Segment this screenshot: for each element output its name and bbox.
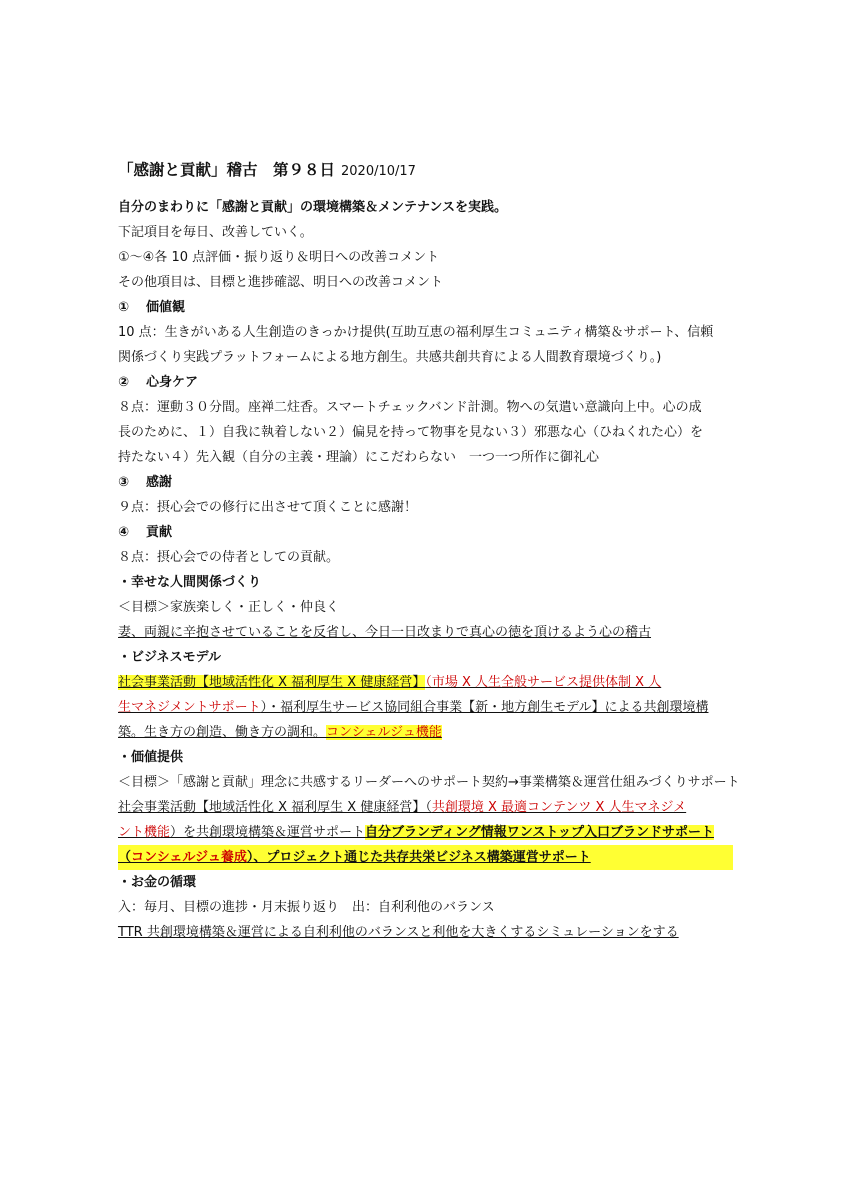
section-number: ② <box>118 375 130 390</box>
section-heading-relationships: ・幸せな人間関係づくり <box>118 575 262 590</box>
highlight-text: コンシェルジュ機能 <box>326 725 442 740</box>
body-line: 持たない４）先入観（自分の主義・理論）にこだわらない 一つ一つ所作に御礼心 <box>118 450 600 465</box>
section-heading-mind-body <box>118 370 733 395</box>
body-line: ８点：運動３０分間。座禅二炷香。スマートチェックバンド計測。物への気遣い意識向上中。心の成 <box>118 400 702 415</box>
section-heading-gratitude <box>118 470 733 495</box>
title-text: 「感謝と貢献」稽古 第９８日 <box>118 161 336 179</box>
body-line <box>118 820 733 845</box>
body-text: （ <box>118 850 132 865</box>
body-line <box>118 695 733 720</box>
highlight-text: 社会事業活動【地域活性化 X 福利厚生 X 健康経営】 <box>118 675 426 690</box>
section-heading-text: 価値観 <box>146 300 186 315</box>
page-title <box>118 158 416 180</box>
body-line: 10 点：生きがいある人生創造のきっかけ提供(互助互恵の福利厚生コミュニティ構築＆サポート、信頼 <box>118 325 714 340</box>
body-line: その他項目は、目標と進捗確認、明日への改善コメント <box>118 275 444 290</box>
section-heading-value-provision: ・価値提供 <box>118 750 184 765</box>
intro-line: 自分のまわりに「感謝と貢献」の環境構築＆メンテナンスを実践。 <box>118 200 507 215</box>
body-text: 社会事業活動【地域活性化 X 福利厚生 X 健康経営】（ <box>118 800 432 815</box>
section-heading-text: 心身ケア <box>146 375 199 390</box>
body-line: ９点：摂心会での修行に出させて頂くことに感謝！ <box>118 500 418 515</box>
body-line <box>118 845 733 870</box>
red-text: （市場 X 人生全般サービス提供体制 X 人 <box>425 675 662 690</box>
section-number: ① <box>118 300 130 315</box>
section-heading-text: 感謝 <box>146 475 173 490</box>
body-line: TTR 共創環境構築＆運営による自利利他のバランスと利他を大きくするシミュレーションをする <box>118 925 679 940</box>
red-text: 生マネジメントサポート <box>118 700 261 715</box>
section-heading-values <box>118 295 733 320</box>
section-number: ④ <box>118 525 130 540</box>
body-line <box>118 670 733 695</box>
body-line <box>118 720 733 745</box>
body-line: ＜目標＞「感謝と貢献」理念に共感するリーダーへのサポート契約→事業構築＆運営仕組みづくりサポート <box>118 775 740 790</box>
body-text: ）を共創環境構築＆運営サポート <box>170 825 366 840</box>
red-text: 共創環境 X 最適コンテンツ X 人生マネジメ <box>431 800 687 815</box>
section-number: ③ <box>118 475 130 490</box>
section-heading-money-cycle: ・お金の循環 <box>118 875 197 890</box>
body-line: 関係づくり実践プラットフォームによる地方創生。共感共創共育による人間教育環境づくり。) <box>118 350 662 365</box>
title-date: 2020/10/17 <box>341 164 416 179</box>
body-text: ）・福利厚生サービス協同組合事業【新・地方創生モデル】による共創環境構 <box>260 700 709 715</box>
body-line: ＜目標＞家族楽しく・正しく・仲良く <box>118 600 340 615</box>
red-text: ント機能 <box>118 825 171 840</box>
body-text: 築。生き方の創造、働き方の調和。 <box>118 725 327 740</box>
highlight-text: 自分ブランディング情報ワンストップ入口ブランドサポート <box>365 825 714 840</box>
body-line <box>118 795 733 820</box>
section-heading-text: 貢献 <box>146 525 173 540</box>
body-line: 妻、両親に辛抱させていることを反省し、今日一日改まりで真心の徳を頂けるよう心の稽古 <box>118 625 652 640</box>
body-line: 入：毎月、目標の進捗・月末振り返り 出：自利利他のバランス <box>118 900 495 915</box>
body-text: ）、プロジェクト通じた共存共栄ビジネス構築運営サポート <box>246 850 591 865</box>
red-text: コンシェルジュ養成 <box>131 850 247 865</box>
section-heading-business-model: ・ビジネスモデル <box>118 650 221 665</box>
document-body <box>118 195 740 945</box>
body-line: 長のために、１）自我に執着しない２）偏見を持って物事を見ない３）邪悪な心（ひねくれた心）を <box>118 425 704 440</box>
body-line: ８点：摂心会での侍者としての貢献。 <box>118 550 340 565</box>
body-line: ①～④各 10 点評価・振り返り＆明日への改善コメント <box>118 250 440 265</box>
body-line: 下記項目を毎日、改善していく。 <box>118 225 313 240</box>
section-heading-contribution <box>118 520 733 545</box>
